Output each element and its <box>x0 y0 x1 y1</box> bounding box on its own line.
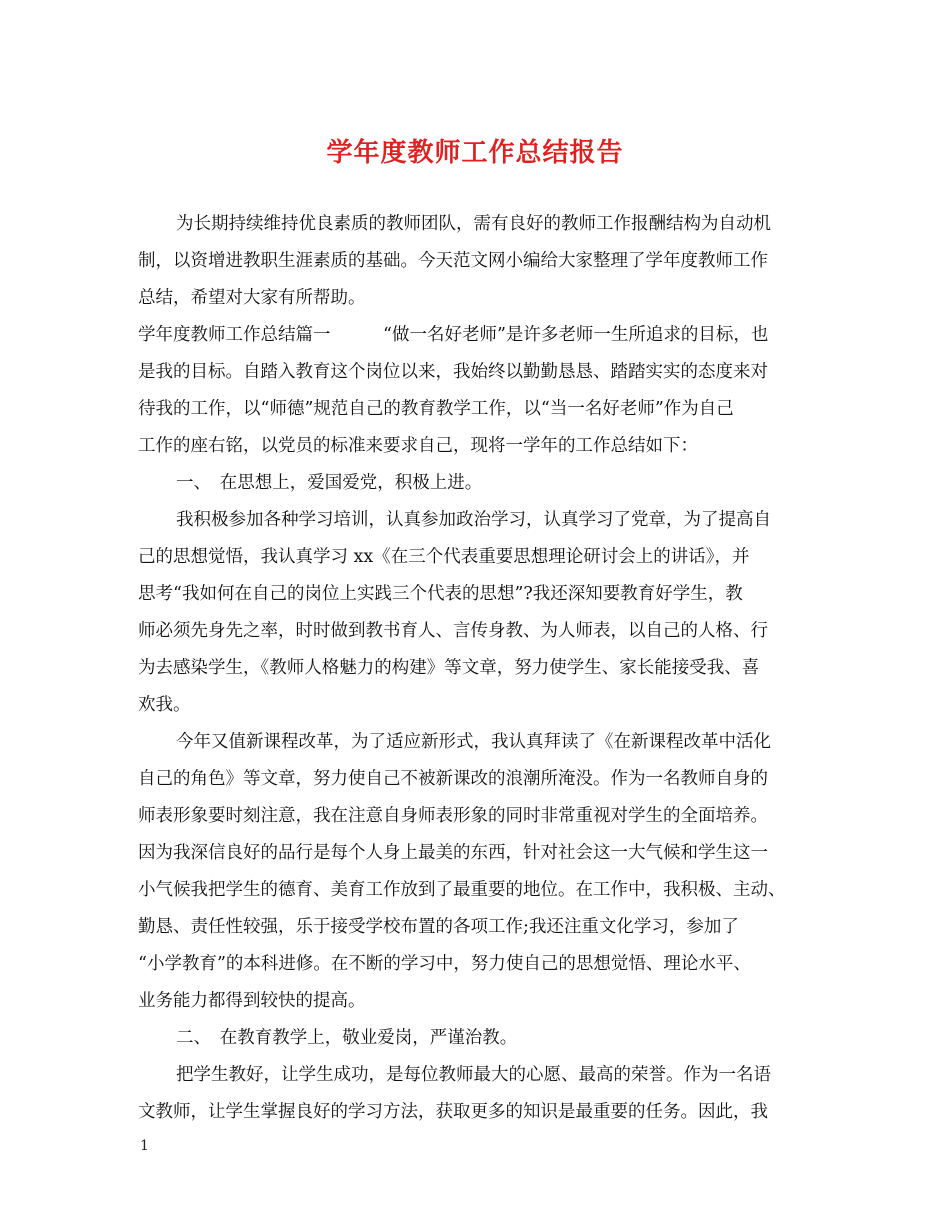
paragraph-line: 是我的目标。自踏入教育这个岗位以来，我始终以勤勤恳恳、踏踏实实的态度来对 <box>138 362 768 382</box>
paragraph-line: 业务能力都得到较快的提高。 <box>138 991 366 1011</box>
paragraph-line: 师必须先身先之率，时时做到教书育人、言传身教、为人师表，以自己的人格、行 <box>138 621 768 641</box>
paragraph-line: 制，以资增进教职生涯素质的基础。今天范文网小编给大家整理了学年度教师工作 <box>138 251 768 271</box>
paragraph-line: 把学生教好，让学生成功，是每位教师最大的心愿、最高的荣誉。作为一名语 <box>176 1065 771 1085</box>
paragraph-line: 思考“我如何在自己的岗位上实践三个代表的思想”?我还深知要教育好学生，教 <box>138 584 743 604</box>
paragraph-line: 小气候我把学生的德育、美育工作放到了最重要的地位。在工作中，我积极、主动、 <box>138 880 786 900</box>
paragraph-line: 学年度教师工作总结篇一 “做一名好老师”是许多老师一生所追求的目标，也 <box>138 325 769 345</box>
paragraph-line: 自己的角色》等文章，努力使自己不被新课改的浪潮所淹没。作为一名教师自身的 <box>138 769 768 789</box>
document-title: 学年度教师工作总结报告 <box>326 138 624 168</box>
paragraph-line: 因为我深信良好的品行是每个人身上最美的东西，针对社会这一大气候和学生这一 <box>138 843 768 863</box>
section-heading: 二、 在教育教学上，敬业爱岗，严谨治教。 <box>176 1028 518 1048</box>
paragraph-line: 为长期持续维持优良素质的教师团队，需有良好的教师工作报酬结构为自动机 <box>176 214 771 234</box>
paragraph-line: 为去感染学生，《教师人格魅力的构建》等文章，努力使学生、家长能接受我、喜 <box>138 658 760 678</box>
paragraph-line: 欢我。 <box>138 695 191 715</box>
paragraph-line: 工作的座右铭，以党员的标准来要求自己，现将一学年的工作总结如下： <box>138 436 698 456</box>
paragraph-line: 己的思想觉悟，我认真学习 xx《在三个代表重要思想理论研讨会上的讲话》，并 <box>138 547 750 567</box>
paragraph-line: 文教师，让学生掌握良好的学习方法，获取更多的知识是最重要的任务。因此，我 <box>138 1102 768 1122</box>
paragraph-line: 待我的工作，以“师德”规范自己的教育教学工作，以“当一名好老师”作为自己 <box>138 399 734 419</box>
paragraph-line: 师表形象要时刻注意，我在注意自身师表形象的同时非常重视对学生的全面培养。 <box>138 806 768 826</box>
paragraph-line: 我积极参加各种学习培训，认真参加政治学习，认真学习了党章，为了提高自 <box>176 510 771 530</box>
paragraph-line: 今年又值新课程改革，为了适应新形式，我认真拜读了《在新课程改革中活化 <box>176 732 771 752</box>
page-number: 1 <box>140 1138 149 1154</box>
paragraph-line: “小学教育”的本科进修。在不断的学习中，努力使自己的思想觉悟、理论水平、 <box>138 954 751 974</box>
section-heading: 一、 在思想上，爱国爱党，积极上进。 <box>176 473 483 493</box>
paragraph-line: 总结，希望对大家有所帮助。 <box>138 288 366 308</box>
document-body <box>138 206 828 1131</box>
paragraph-line: 勤恳、责任性较强，乐于接受学校布置的各项工作;我还注重文化学习，参加了 <box>138 917 739 937</box>
